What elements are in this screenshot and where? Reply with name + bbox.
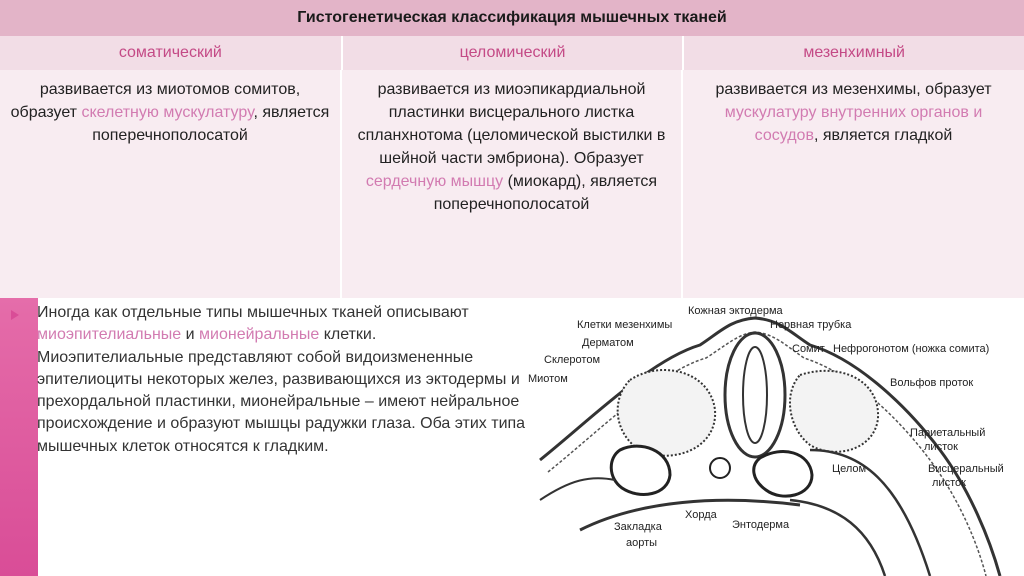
label-chorda: Хорда (685, 509, 717, 521)
somite-left (618, 370, 715, 456)
para-text-3: клетки. Миоэпителиальные представляют собой видоизмененные эпителиоциты некоторых желез, развивающихся из эктодермы и прехордальной пластинки, мионейральные – имеют нейральное происхождение и образуют мышцы радужки глаза. Оба этих типа мышечных клеток относятся к гладким. (37, 326, 526, 455)
label-nephrogonotome: Нефрогонотом (ножка сомита) (833, 343, 990, 355)
cell-somatic (0, 70, 342, 298)
label-myotome: Миотом (528, 373, 568, 385)
para-text-1: Иногда как отдельные типы мышечных тканей описывают (37, 304, 469, 321)
visceral-layer (790, 500, 885, 576)
label-aorta-1: Закладка (614, 521, 662, 533)
label-parietal-1: Париетальный (910, 427, 986, 439)
cell-coelomic-highlight: сердечную мышцу (365, 173, 504, 190)
label-dermatome: Дерматом (582, 337, 634, 349)
cell-somatic-text-2: , является поперечнополосатой (92, 104, 330, 144)
label-sclerotome: Склеротом (544, 354, 601, 366)
cell-somatic-highlight: скелетную мускулатуру (81, 104, 254, 121)
label-wolffian-duct: Вольфов проток (890, 377, 974, 389)
aorta-right (754, 452, 812, 497)
label-skin-ectoderm: Кожная эктодерма (688, 305, 783, 317)
label-visceral-2: листок (932, 477, 966, 489)
cell-mesenchymal-highlight: мускулатуру внутренних органов и сосудов (724, 104, 983, 144)
cell-coelomic-text-2: (миокард), является поперечнополосатой (433, 173, 658, 213)
table-header-row (0, 36, 1024, 70)
cell-mesenchymal-text-1: развивается из мезенхимы, образует (715, 81, 992, 98)
header-mesenchymal: мезенхимный (803, 44, 905, 61)
description-paragraph (37, 302, 527, 458)
parietal-layer (810, 450, 930, 576)
aorta-left (611, 446, 670, 494)
label-mesenchyme-cells: Клетки мезенхимы (577, 319, 673, 331)
para-highlight-myoneural: мионейральные (199, 326, 320, 344)
label-aorta-2: аорты (626, 537, 658, 549)
label-parietal-2: листок (924, 441, 958, 453)
header-somatic: соматический (0, 36, 343, 70)
cell-somatic-text-1: развивается из миотомов сомитов, образует (10, 81, 301, 121)
table-title: Гистогенетическая классификация мышечных тканей (0, 0, 1024, 36)
label-somite: Сомит (792, 343, 825, 355)
cell-coelomic-text-1: развивается из миоэпикардиальной пластинки висцерального листка спланхнотома (целомической выстилки в шейной части эмбриона). Образует (357, 81, 666, 167)
label-coelom: Целом (832, 463, 867, 475)
embryo-cross-section-figure (520, 300, 1024, 576)
label-neural-tube: Нервная трубка (770, 319, 852, 331)
header-coelomic: целомический (343, 36, 685, 70)
para-highlight-myoepithelial: миоэпителиальные (37, 326, 182, 344)
cell-mesenchymal (683, 70, 1024, 298)
bullet-arrow-icon (11, 310, 19, 320)
label-visceral-1: Висцеральный (928, 463, 1004, 475)
table-body-row (0, 70, 1024, 298)
cell-mesenchymal-text-2: , является гладкой (813, 127, 953, 144)
para-text-2: и (181, 326, 200, 344)
cell-coelomic (342, 70, 683, 298)
somite-right (790, 371, 878, 452)
chorda (710, 458, 730, 478)
label-endoderm: Энтодерма (732, 519, 790, 531)
